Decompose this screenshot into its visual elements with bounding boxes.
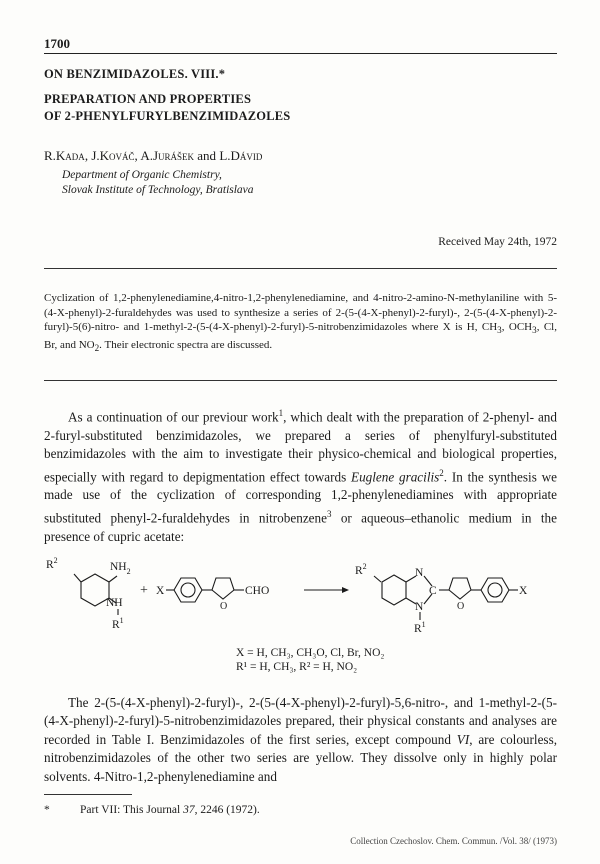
footnote-rule	[44, 794, 132, 795]
r1-label-product: $R^1$	[414, 620, 426, 635]
author-3: A.Jurášek	[140, 148, 195, 163]
c2-label: C	[429, 585, 437, 597]
benzimidazole-product	[355, 562, 528, 635]
organism-name: Euglene gracilis	[351, 469, 440, 484]
furan-oxygen-2: O	[457, 601, 465, 612]
article-title-line-2: OF 2-PHENYLFURYLBENZIMIDAZOLES	[44, 109, 291, 123]
x-label-reactant: X	[156, 585, 165, 597]
diamine-structure	[46, 556, 131, 631]
abstract-rule-bottom	[44, 380, 557, 381]
r2-label-product: $R^2$	[355, 562, 367, 577]
header-rule	[44, 53, 557, 54]
author-2: J.Kováč	[91, 148, 135, 163]
x-label-product: X	[519, 585, 528, 597]
title-block	[44, 66, 290, 125]
plus-sign: +	[140, 583, 148, 598]
nh-label: NH	[106, 597, 123, 609]
body-paragraph-2: The 2-(5-(4-X-phenyl)-2-furyl)-, 2-(5-(4-X-phenyl)-2-furyl)-5,6-nitro-, and 1-methyl-2-(5-(4-X-phenyl)-2-furyl)-5-nitrobenzimidazoles prepared, their physical constants and analyses are recorded in Table I. Benzimidazoles of the first series, except compound VI, are colourless, nitrobenzimidazoles of the other two series are yellow. They dissolve only in highly polar solvents. 4-Nitro-1,2-phenylenediamine and	[44, 695, 557, 784]
substituent-definitions: X = H, CH₃, CH₃O, Cl, Br, NO₂ R¹ = H, CH₃, R² = H, NO₂	[236, 647, 385, 673]
cho-label: CHO	[245, 585, 270, 597]
abstract-rule-top	[44, 268, 557, 269]
footnote: * Part VII: This Journal 37, 2246 (1972).	[44, 804, 260, 816]
series-title: ON BENZIMIDAZOLES. VIII.*	[44, 67, 226, 81]
affiliation: Department of Organic Chemistry, Slovak Institute of Technology, Bratislava	[62, 169, 254, 196]
reference-1[interactable]: 1	[278, 408, 284, 418]
authors: R.Kada, J.Kováč, A.Jurášek and L.Dávid	[44, 148, 263, 163]
furan-oxygen-1: O	[220, 601, 228, 612]
journal-footer: Collection Czechoslov. Chem. Commun. /Vol. 38/ (1973)	[350, 836, 557, 846]
page-number: 1700	[44, 36, 70, 51]
abstract: Cyclization of 1,2-phenylenediamine,4-nitro-1,2-phenylenediamine, and 4-nitro-2-amino-N-methylaniline with 5-(4-X-phenyl)-2-furaldehydes was used to synthesize a series of 2-(5-(4-X-phenyl)-2-furyl)-, 2-(5-(4-X-phenyl)-2-furyl)-5(6)-nitro- and 1-methyl-2-(5-(4-X-phenyl)-2-furyl)-5-nitrobenzimidazoles where X is H, $CH_3$, $OCH_3$, Cl, Br, and $NO_2$. Their electronic spectra are discussed.	[44, 292, 557, 353]
received-date: Received May 24th, 1972	[438, 236, 557, 248]
r2-label: $R^2$	[46, 556, 58, 571]
author-1: R.Kada	[44, 148, 85, 163]
n-label-bottom: N	[415, 601, 424, 613]
author-4: L.Dávid	[219, 148, 263, 163]
compound-ref: VI	[456, 731, 470, 747]
r1-label: $R^1$	[112, 616, 124, 631]
furaldehyde-structure	[156, 578, 269, 612]
reference-3[interactable]: 3	[326, 508, 332, 519]
reference-2[interactable]: 2	[439, 467, 444, 478]
nh2-label: $NH_2$	[110, 561, 131, 576]
body-paragraph-1: As a continuation of our previour work$^1$, which dealt with the preparation of 2-phenyl- and 2-furyl-substituted benzimidazoles, we prepared a series of phenylfuryl-substituted benzimidazoles with the aim to investigate their physico-chemical and biological properties, especially with regard to depigmentation effect towards Euglene gracilis$^2$. In the synthesis we made use of the cyclization of corresponding 1,2-phenylenediamines with appropriate substituted phenyl-2-furaldehydes in nitrobenzene$^3$ or aqueous–ethanolic medium in the presence of cupric acetate:	[44, 408, 557, 544]
article-title-line-1: PREPARATION AND PROPERTIES	[44, 92, 252, 106]
n-label-top: N	[415, 567, 424, 579]
reaction-scheme	[44, 548, 557, 643]
